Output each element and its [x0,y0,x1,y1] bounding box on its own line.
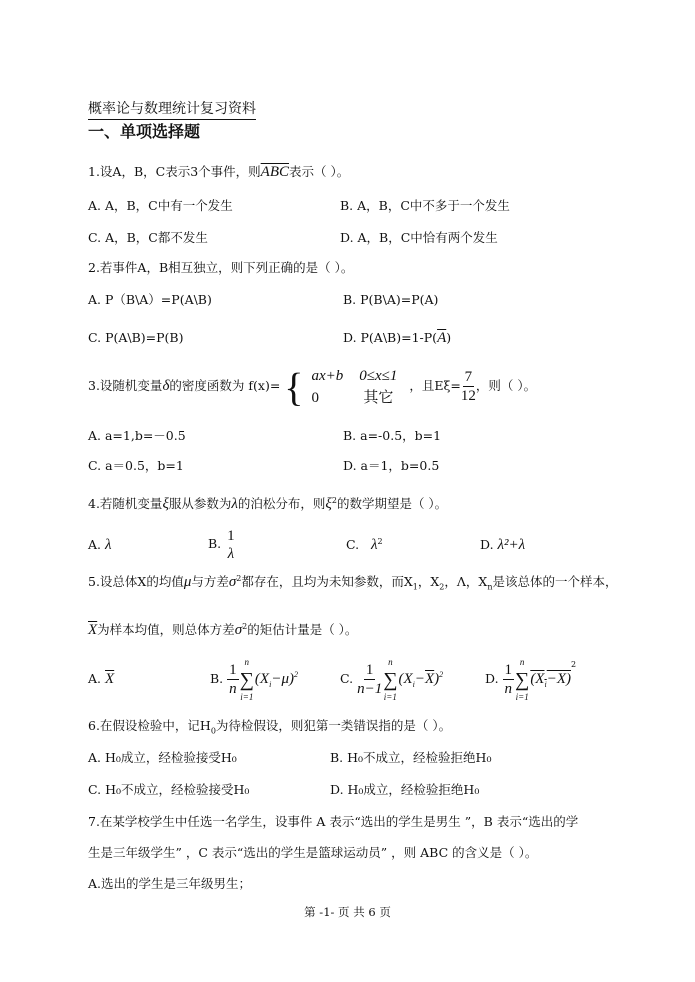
sigma: σ [234,622,243,638]
cond-1: 0≤x≤1 [359,368,398,385]
q4-p1: 服从参数为 [168,496,232,511]
question-4: 4.若随机变量ξ服从参数为λ的泊松分布，则$\xi^2$的数学期望是（ ）。 [88,495,448,512]
text: 为样本均值，则总体方差 [97,622,235,637]
q1-option-b: B. A，B，C中不多于一个发生 [340,198,510,213]
sigma-glyph: ∑ [239,668,254,691]
value: λ [105,537,112,553]
case-2: 0 [311,390,319,407]
q4-prefix: 4.若随机变量 [88,496,163,511]
q4-p2: 的泊松分布，则 [237,496,326,511]
value: λ²+λ [497,537,526,553]
sum-lower: i=1 [515,691,529,702]
sum-upper: n [519,656,525,667]
q2-option-d [343,329,451,347]
q3-suffix: ，则（ ）。 [475,378,537,393]
sigma-glyph: ∑ [515,668,530,691]
q4-p3: 的数学期望是（ ）。 [336,496,448,511]
denominator: n [504,681,513,697]
q4-xi: ξ [162,496,169,512]
sum-icon [240,657,254,703]
sum-upper: n [244,656,250,667]
q3-option-c: C. a＝0.5，b=1 [88,458,184,473]
q3-after: ，且Eξ= [409,378,461,393]
sum-lower: i=1 [240,691,254,702]
x-bar: $\overline{X}$ [105,671,115,687]
sigma: σ [228,574,237,590]
fraction [227,661,239,698]
sum-upper: n [388,656,393,667]
fraction-7-12 [461,368,476,405]
q6-option-d: D. H₀成立，经检验拒绝H₀ [330,782,480,797]
sigma-glyph: ∑ [383,668,398,691]
page-footer: 第 -1- 页 共 6 页 [304,905,391,919]
denominator: λ [227,545,235,562]
label: D. [485,671,499,686]
q1-option-d: D. A，B，C中恰有两个发生 [340,230,498,245]
q6-option-a: A. H₀成立，经检验接受H₀ [88,750,237,765]
question-7-line-1: 7.在某学校学生中任选一名学生，设事件 A 表示“选出的学生是男生 ”，B 表示“选出的学 [88,814,579,829]
label: A. [88,671,102,686]
document-title: 概率论与数理统计复习资料 [88,100,256,120]
q1-math: $\overline{ABC}$ [260,164,290,180]
q2-d-text: D. P(A\B)=1-P( [343,330,438,345]
label: B. [210,671,224,686]
question-5-line-2: $\overline{X}$为样本均值，则总体方差$\sigma^2$的矩估计量是（ ）。 [88,621,358,638]
q4-xi2: ξ [325,496,332,512]
q5-option-b: B. $\frac{1}{n}$ n ∑ i=1 $(X_i-\mu)^2$ [210,656,298,702]
label: C. [346,537,360,552]
text: 与方差 [191,574,229,589]
numerator: 1 [365,662,374,678]
text: 5.设总体X的均值 [88,574,184,589]
label: D. [480,537,494,552]
q5-option-a [88,670,114,688]
q2-option-a: A. P（B\A）=P(A\B) [88,292,212,307]
numerator: 1 [229,662,237,678]
q2-d-close: ) [446,330,452,345]
q6-option-b: B. H₀不成立，经检验拒绝H₀ [330,750,492,765]
fraction [503,661,515,698]
label: B. [208,536,222,551]
sum-lower: i=1 [383,691,397,702]
text: 都存在，且均为未知参数，而X [241,574,413,589]
q4-option-b [208,524,237,564]
question-7-line-2: 生是三年级学生” ，C 表示“选出的学生是篮球运动员” ，则 ABC 的含义是（ ）。 [88,845,538,860]
question-5-line-1: 5.设总体X的均值μ与方差$\sigma^2$都存在，且均为未知参数，而$X_1$，$X_2$，Λ，$X_n$是该总体的一个样本， [88,573,618,592]
q3-option-d: D. a＝1，b=0.5 [343,458,440,473]
q3-mid: 的密度函数为 f(x)= [169,378,281,393]
question-3 [88,362,536,411]
q3-prefix: 3.设随机变量 [88,378,163,393]
text: 6.在假设检验中，记H [88,718,211,733]
q7-option-a: A.选出的学生是三年级男生； [88,876,252,891]
q2-d-math: $\overline{A}$ [437,330,447,346]
q3-option-b: B. a=-0.5，b=1 [343,428,442,443]
case-1: ax+b [311,368,344,385]
sum-icon [515,657,529,703]
cond-2: 其它 [363,390,394,407]
text: 是该总体的一个样本， [492,574,618,589]
mu: μ [183,574,192,590]
value: λ [371,537,378,553]
q1-prefix: 1.设A，B，C表示3个事件，则 [88,164,261,179]
q1-option-a: A. A，B，C中有一个发生 [88,198,233,213]
x-bar: $\overline{X}$ [88,622,98,638]
fraction [357,661,382,698]
denominator: 12 [460,388,476,404]
question-2: 2.若事件A，B相互独立，则下列正确的是（ ）。 [88,260,354,275]
q4-lambda: λ [231,496,238,512]
question-1 [88,163,349,181]
q3-var: δ [162,378,170,394]
q5-option-c: C. $\frac{1}{n-1}$ n ∑ i=1 $(X_i-\overline{X})^2$ [340,656,444,702]
q1-option-c: C. A，B，C都不发生 [88,230,208,245]
q1-suffix: 表示（ ）。 [289,164,350,179]
q2-option-c: C. P(A\B)=P(B) [88,330,184,345]
q2-option-b: B. P(B\A)=P(A) [343,292,439,307]
question-6: 6.在假设检验中，记$H_0$为待检假设，则犯第一类错误指的是（ ）。 [88,718,452,736]
fraction-1-lambda [225,527,237,563]
denominator: n−1 [357,681,383,697]
q4-option-c: C. $\lambda^2$ [346,536,383,553]
sum-icon [383,657,397,703]
label: A. [88,537,102,552]
numerator: 7 [464,369,473,385]
q3-option-a: A. a=1,b=－0.5 [88,428,186,443]
left-brace-icon: { [284,364,304,410]
label: C. [340,671,354,686]
q4-option-d [480,536,525,554]
q5-option-d: D. $\frac{1}{n}$ n ∑ i=1 $(X_i-X)^2$ [485,656,577,702]
text: 的矩估计量是（ ）。 [247,622,358,637]
piecewise-function [284,363,405,411]
q4-option-a [88,536,112,554]
numerator: 1 [504,662,513,678]
denominator: n [229,681,237,697]
q6-option-c: C. H₀不成立，经检验接受H₀ [88,782,250,797]
text: 为待检假设，则犯第一类错误指的是（ ）。 [215,718,452,733]
numerator: 1 [227,527,235,544]
section-heading: 一、单项选择题 [88,122,201,141]
